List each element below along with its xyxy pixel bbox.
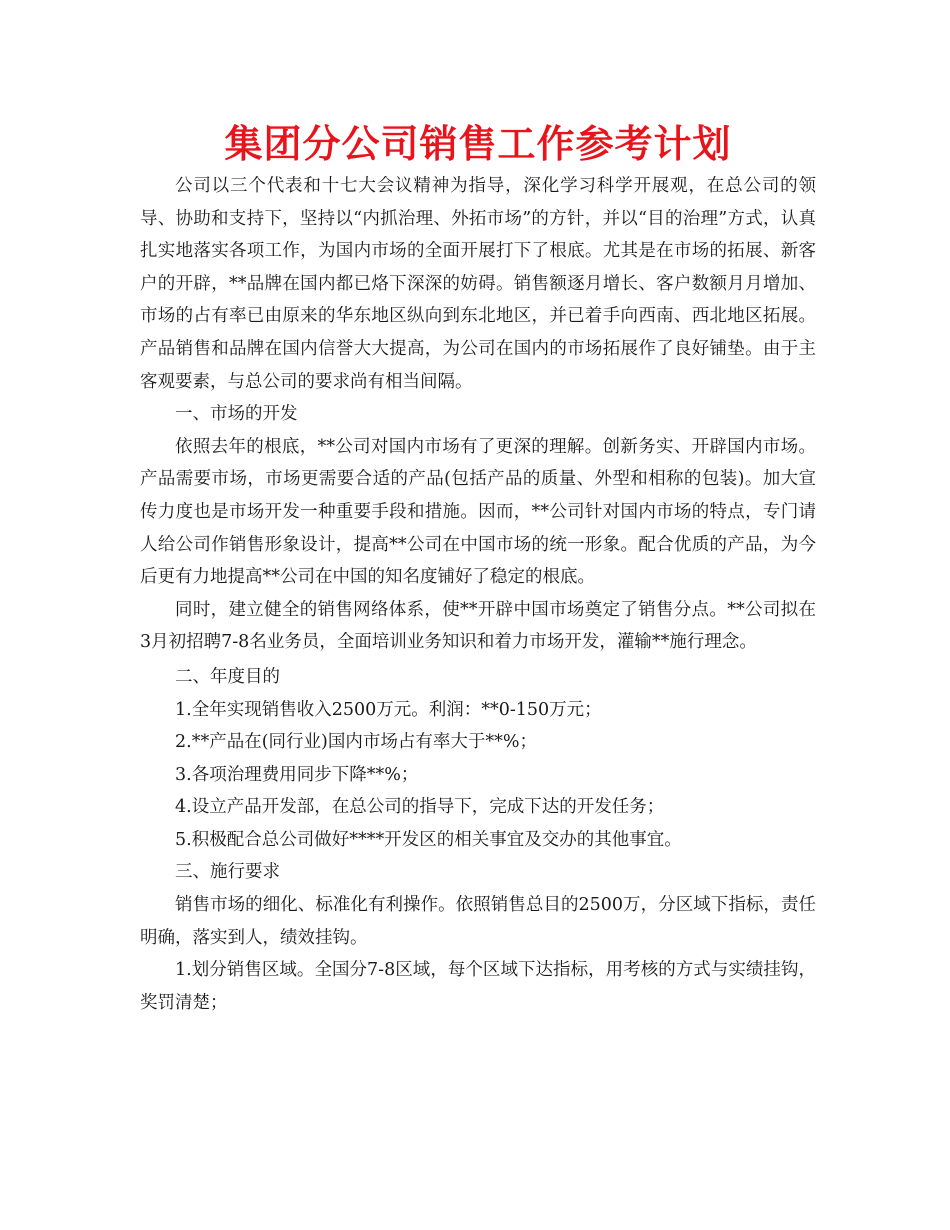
intro-paragraph: 公司以三个代表和十七大会议精神为指导，深化学习科学开展观，在总公司的领导、协助和支持下，坚持以“内抓治理、外拓市场”的方针，并以“目的治理”方式，认真扎实地落实各项工作，为国内市场的全面开展打下了根底。尤其是在市场的拓展、新客户的开辟，**品牌在国内都已烙下深深的妨碍。销售额逐月增长、客户数额月月增加、市场的占有率已由原来的华东地区纵向到东北地区，并已着手向西南、西北地区拓展。产品销售和品牌在国内信誉大大提高，为公司在国内的市场拓展作了良好铺垫。由于主客观要素，与总公司的要求尚有相当间隔。 [140, 176, 816, 392]
section-heading-annual-goals: 二、年度目的 [175, 666, 280, 687]
goal-item-2: 2.**产品在(同行业)国内市场占有率大于**%； [175, 732, 537, 753]
goal-item-3: 3.各项治理费用同步下降**%； [175, 764, 419, 785]
goal-item-1: 1.全年实现销售收入2500万元。利润：**0-150万元； [175, 699, 602, 720]
goal-item-5: 5.积极配合总公司做好****开发区的相关事宜及交办的其他事宜。 [175, 829, 682, 850]
document-title: 集团分公司销售工作参考计划 [224, 122, 732, 166]
goal-item-4: 4.设立产品开发部，在总公司的指导下，完成下达的开发任务； [175, 797, 665, 818]
implementation-paragraph: 销售市场的细化、标准化有利操作。依照销售总目的2500万，分区域下指标，责任明确，落实到人，绩效挂钩。 [140, 895, 816, 948]
document-body [140, 170, 816, 1019]
section-heading-market-development: 一、市场的开发 [175, 404, 298, 425]
implementation-item-1: 1.划分销售区域。全国分7-8区域，每个区域下达指标，用考核的方式与实绩挂钩，奖罚清楚； [140, 960, 816, 1013]
document-page [140, 118, 816, 1019]
section-heading-implementation: 三、施行要求 [175, 862, 280, 883]
sales-network-paragraph: 同时，建立健全的销售网络体系，使**开辟中国市场奠定了销售分点。**公司拟在3月初招聘7-8名业务员，全面培训业务知识和着力市场开发，灌输**施行理念。 [140, 599, 816, 653]
market-development-paragraph: 依照去年的根底，**公司对国内市场有了更深的理解。创新务实、开辟国内市场。产品需要市场，市场更需要合适的产品(包括产品的质量、外型和相称的包装)。加大宣传力度也是市场开发一种重要手段和措施。因而，**公司针对国内市场的特点，专门请人给公司作销售形象设计，提高**公司在中国市场的统一形象。配合优质的产品，为今后更有力地提高**公司在中国的知名度铺好了稳定的根底。 [140, 436, 816, 588]
